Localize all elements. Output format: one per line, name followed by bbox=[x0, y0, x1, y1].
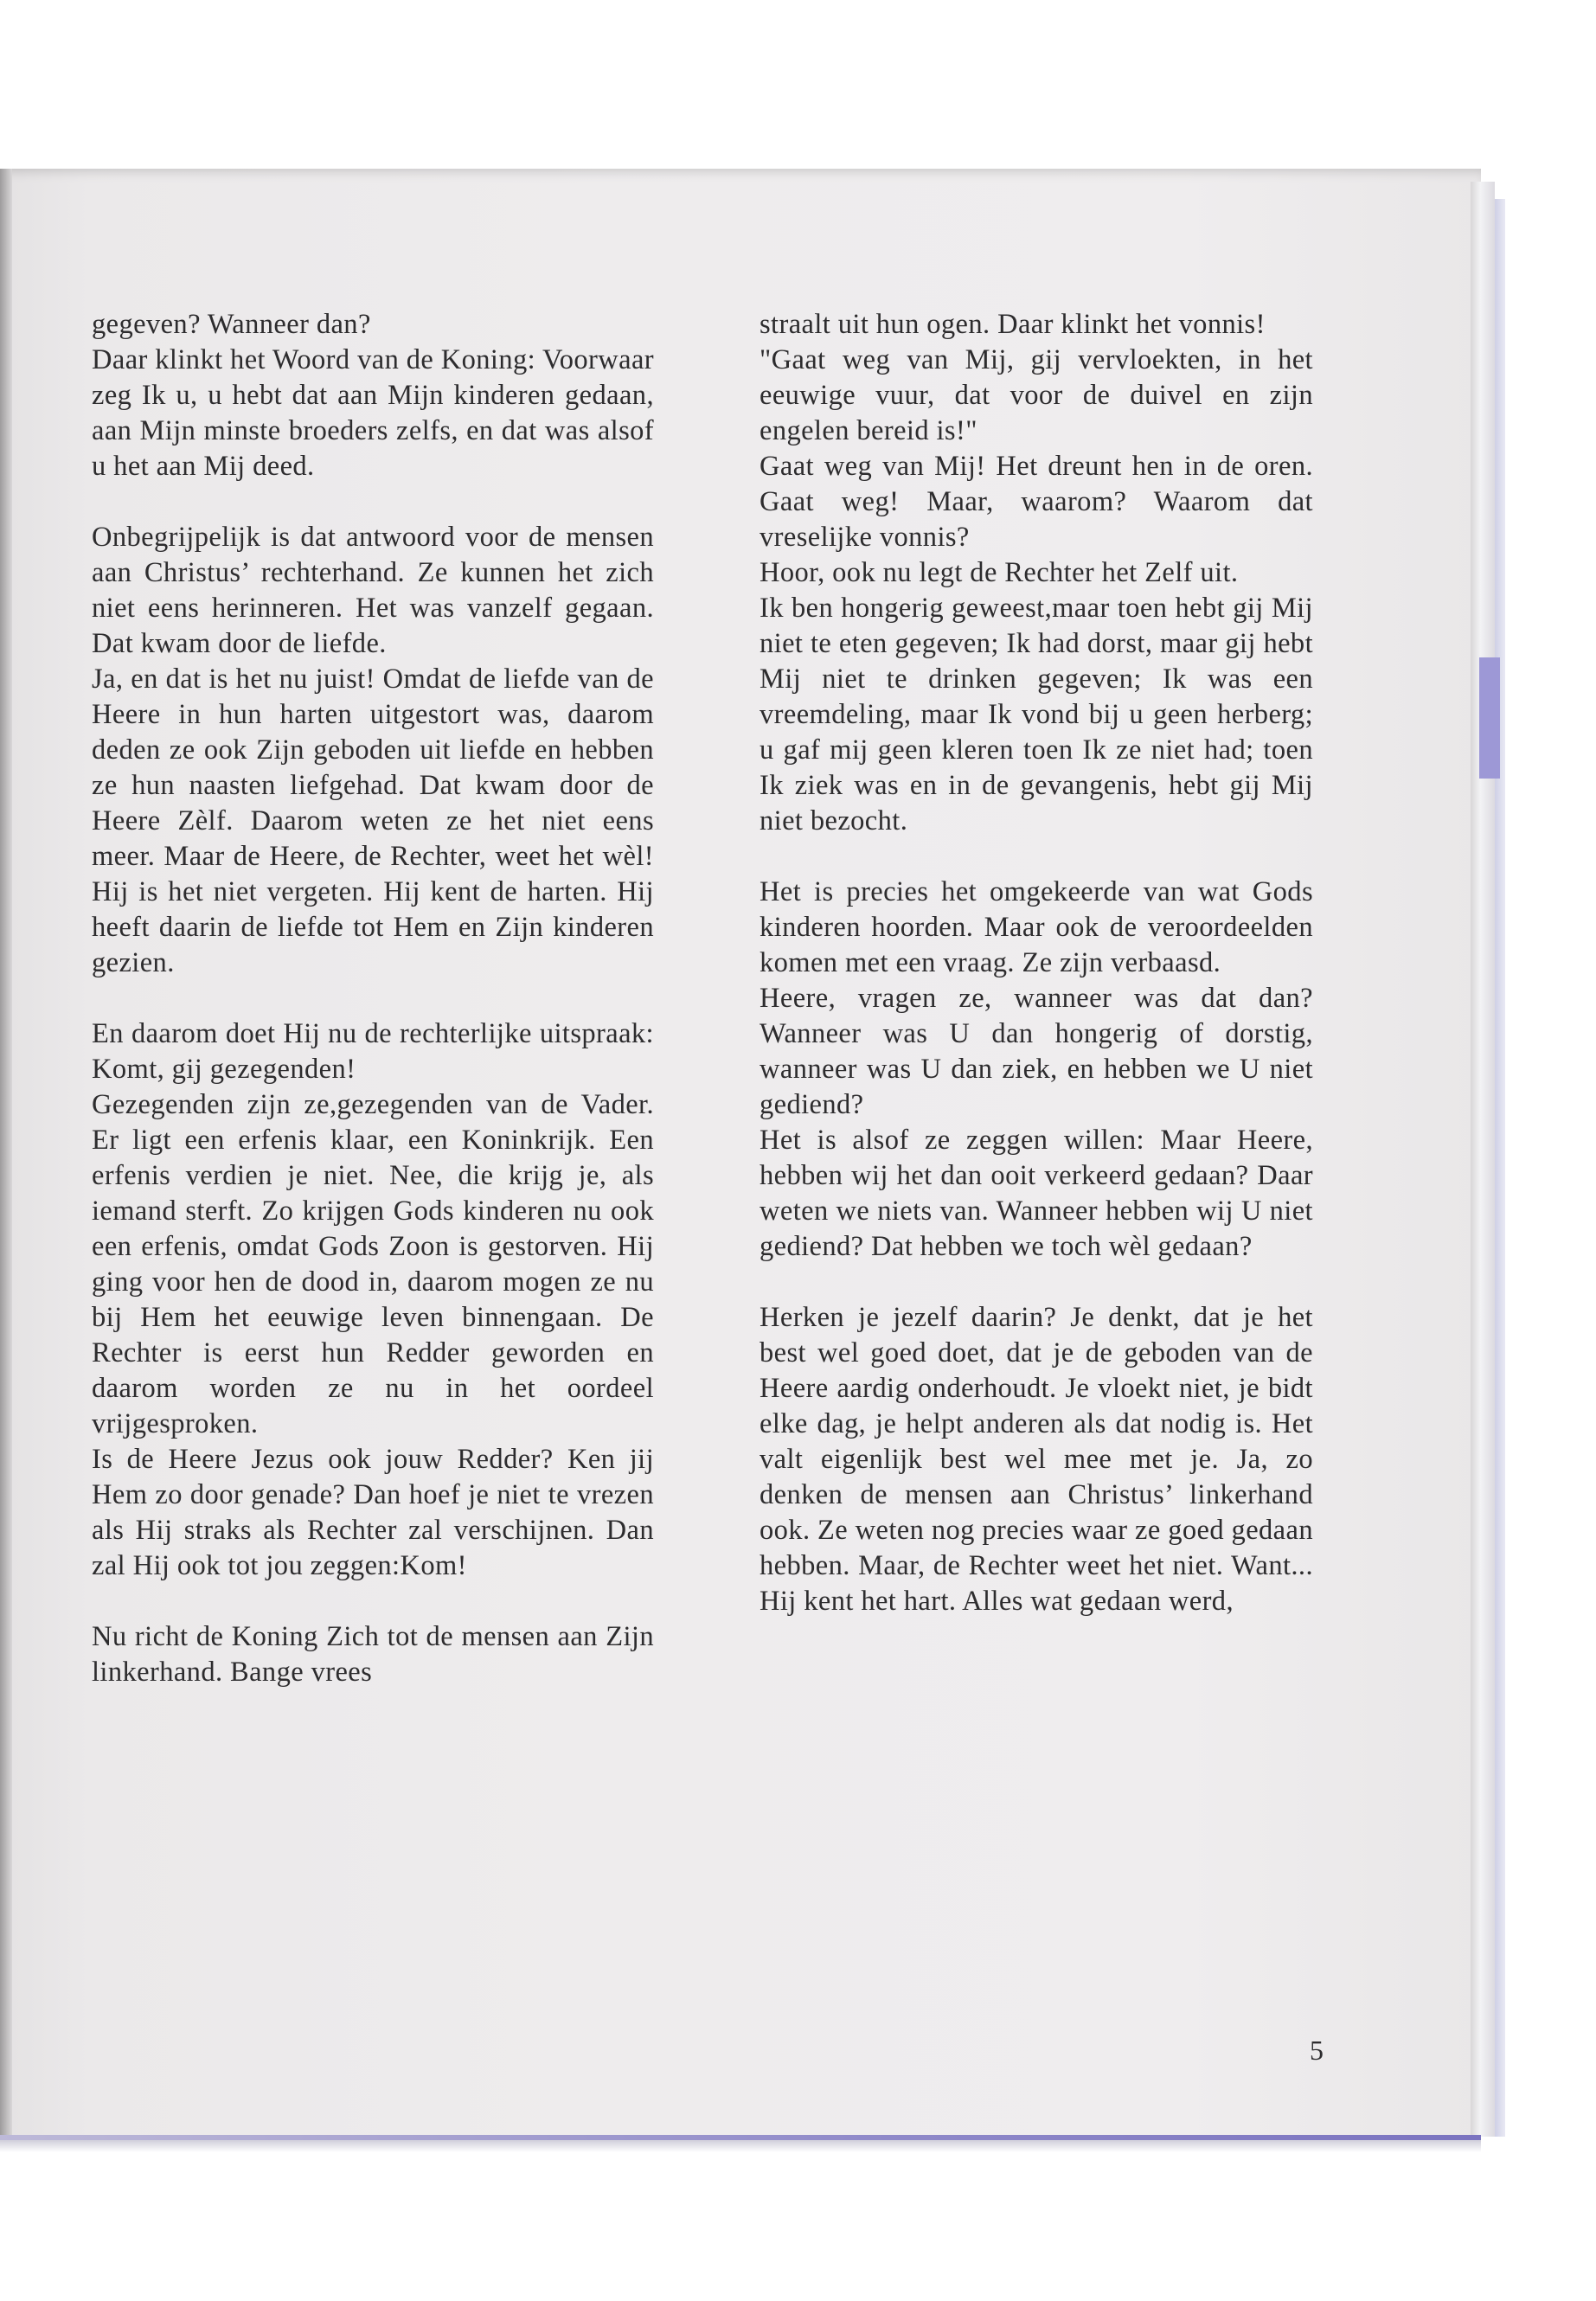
paragraph: Gezegenden zijn ze,gezegenden van de Vader. Er ligt een erfenis klaar, een Koninkrijk. Een erfenis verdien je niet. Nee, die krijg je, als iemand sterft. Zo krijgen Gods kinderen nu ook een erfenis, omdat Gods Zoon is gestorven. Hij ging voor hen de dood in, daarom mogen ze nu bij Hem het eeuwige leven binnengaan. De Rechter is eerst hun Redder geworden en daarom worden ze nu in het oordeel vrijgesproken. bbox=[92, 1089, 654, 1439]
paragraph-gap bbox=[92, 981, 654, 1016]
paragraph: Heere, vragen ze, wanneer was dat dan? Wanneer was U dan hongerig of dorstig, wanneer was U dan ziek, en hebben we U niet gediend? bbox=[760, 983, 1313, 1120]
paragraph: Is de Heere Jezus ook jouw Redder? Ken jij Hem zo door genade? Dan hoef je niet te vrezen als Hij straks als Rechter zal verschijnen. Dan zal Hij ook tot jou zeggen:Kom! bbox=[92, 1444, 654, 1581]
paragraph: Ik ben hongerig geweest,maar toen hebt gij Mij niet te eten gegeven; Ik had dorst, maar gij hebt Mij niet te drinken gegeven; Ik was een vreemdeling, maar Ik vond bij u geen herberg; u gaf mij geen kleren toen Ik ze niet had; toen Ik ziek was en in de gevangenis, hebt gij Mij niet bezocht. bbox=[760, 593, 1313, 836]
paragraph: Het is alsof ze zeggen willen: Maar Heere, hebben wij het dan ooit verkeerd gedaan? Daar weten we niets van. Wanneer hebben wij U niet gediend? Dat hebben we toch wèl gedaan? bbox=[760, 1125, 1313, 1262]
paragraph: Daar klinkt het Woord van de Koning: Voorwaar zeg Ik u, u hebt dat aan Mijn kinderen gedaan, aan Mijn minste broeders zelfs, en dat was alsof u het aan Mij deed. bbox=[92, 344, 654, 482]
paragraph: straalt uit hun ogen. Daar klinkt het vonnis! bbox=[760, 309, 1266, 340]
paragraph: Nu richt de Koning Zich tot de mensen aan Zijn linkerhand. Bange vrees bbox=[92, 1621, 654, 1688]
paragraph: "Gaat weg van Mij, gij vervloekten, in het eeuwige vuur, dat voor de duivel en zijn engelen bereid is!" bbox=[760, 344, 1313, 446]
paragraph: Hoor, ook nu legt de Rechter het Zelf uit. bbox=[760, 557, 1239, 588]
paragraph-gap bbox=[92, 484, 654, 520]
paragraph-gap bbox=[760, 839, 1313, 875]
paragraph: En daarom doet Hij nu de rechterlijke uitspraak: Komt, gij gezegenden! bbox=[92, 1018, 654, 1085]
paragraph: Onbegrijpelijk is dat antwoord voor de mensen aan Christus’ rechterhand. Ze kunnen het zich niet eens herinneren. Het was vanzelf gegaan. Dat kwam door de liefde. bbox=[92, 522, 654, 659]
text-column-right bbox=[760, 307, 1313, 1619]
scan-background bbox=[0, 0, 1596, 87]
paragraph-gap bbox=[760, 1265, 1313, 1300]
page-number: 5 bbox=[1310, 2035, 1324, 2066]
paragraph-gap bbox=[92, 1584, 654, 1619]
page-binding-edge bbox=[0, 169, 12, 2137]
page-stack-edge bbox=[1495, 199, 1505, 2137]
paragraph: Herken je jezelf daarin? Je denkt, dat je het best wel goed doet, dat je de geboden van de Heere aardig onderhoudt. Je vloekt niet, je bidt elke dag, je helpt anderen als dat nodig is. Het valt eigenlijk best wel mee met je. Ja, zo denken de mensen aan Christus’ linkerhand ook. Ze weten nog precies waar ze goed gedaan hebben. Maar, de Rechter weet het niet. Want... Hij kent het hart. Alles wat gedaan werd, bbox=[760, 1302, 1313, 1617]
paragraph: gegeven? Wanneer dan? bbox=[92, 309, 371, 340]
edge-color-tab bbox=[1479, 657, 1500, 779]
paragraph: Het is precies het omgekeerde van wat Gods kinderen hoorden. Maar ook de veroordeelden komen met een vraag. Ze zijn verbaasd. bbox=[760, 876, 1313, 978]
text-column-left bbox=[92, 307, 654, 1690]
page-fore-edge bbox=[1471, 182, 1495, 2137]
paragraph: Ja, en dat is het nu juist! Omdat de liefde van de Heere in hun harten uitgestort was, daarom deden ze ook Zijn geboden uit liefde en hebben ze hun naasten liefgehad. Dat kwam door de Heere Zèlf. Daarom weten ze het niet eens meer. Maar de Heere, de Rechter, weet het wèl! Hij is het niet vergeten. Hij kent de harten. Hij heeft daarin de liefde tot Hem en Zijn kinderen gezien. bbox=[92, 663, 654, 978]
paragraph: Gaat weg van Mij! Het dreunt hen in de oren. Gaat weg! Maar, waarom? Waarom dat vreselijke vonnis? bbox=[760, 451, 1313, 553]
bottom-edge-shadow bbox=[0, 2140, 1481, 2152]
